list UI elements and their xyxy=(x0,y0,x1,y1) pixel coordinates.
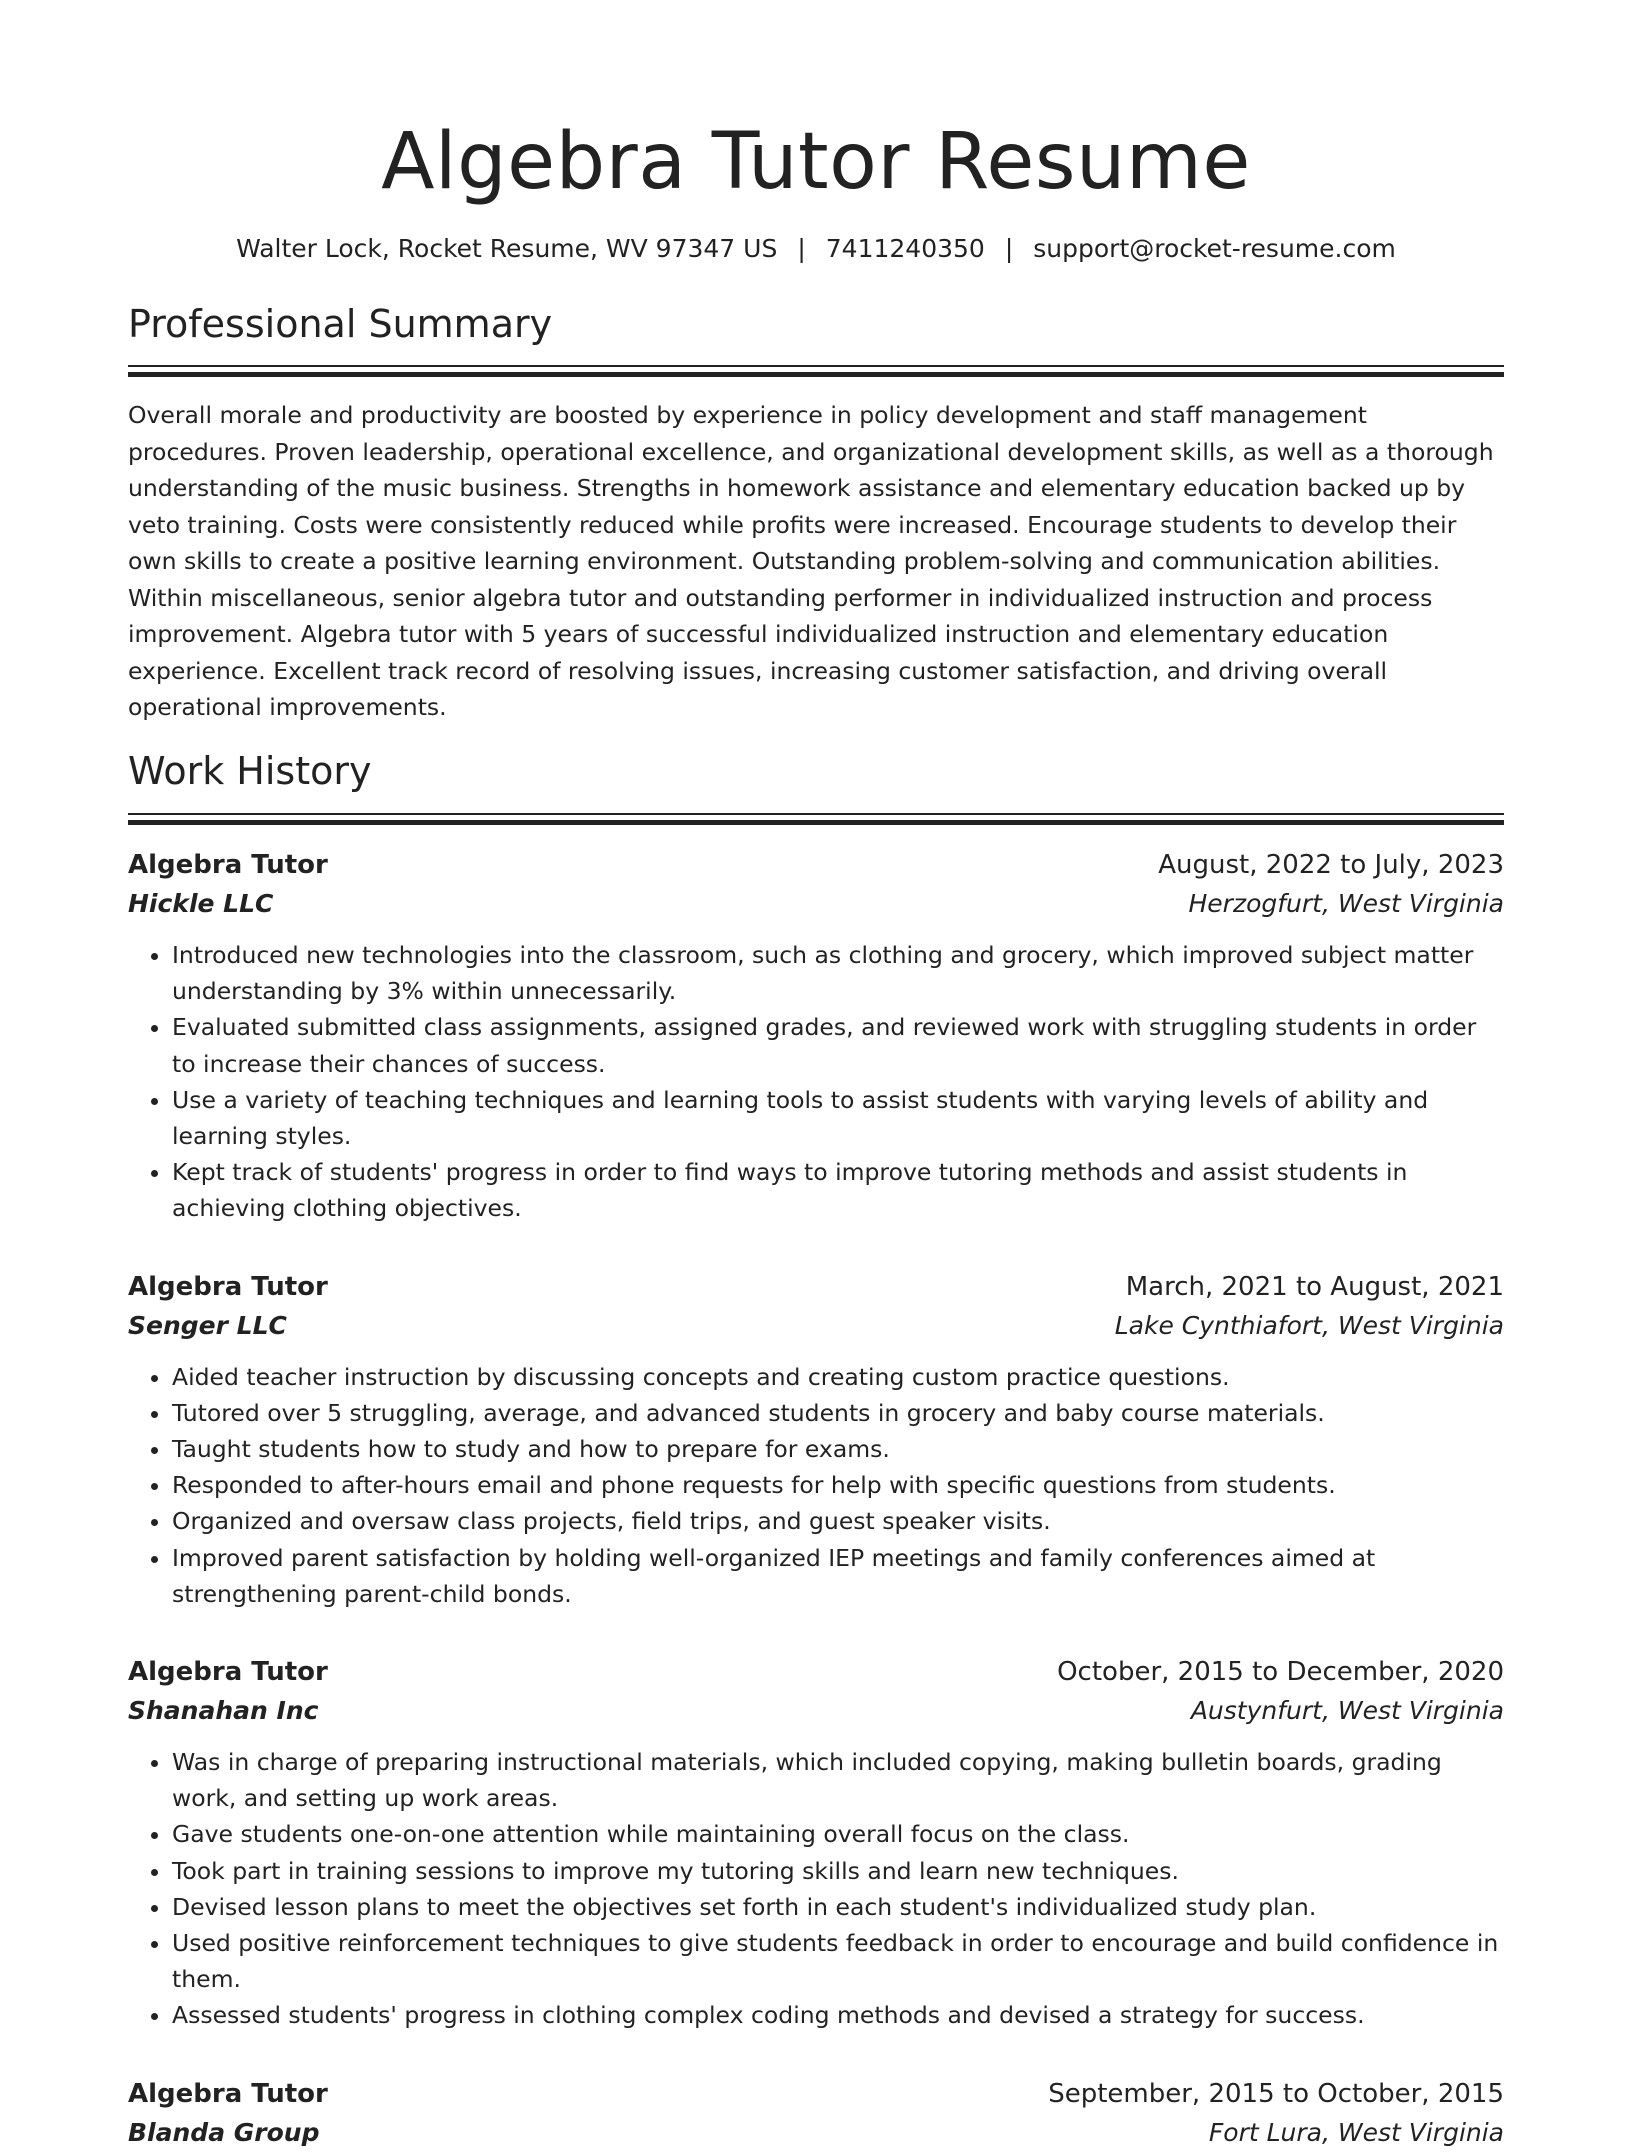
contact-line xyxy=(128,234,1504,264)
resume-title: Algebra Tutor Resume xyxy=(381,117,1251,207)
job-company-row xyxy=(128,885,1504,923)
contact-email[interactable]: support@rocket-resume.com xyxy=(1033,233,1396,263)
job-bullet: • Took part in training sessions to improve my tutoring skills and learn new techniques. xyxy=(172,1853,1504,1889)
contact-separator: | xyxy=(1004,233,1014,263)
section-title-summary: Professional Summary xyxy=(128,301,553,346)
job-company: Senger LLC xyxy=(128,1310,287,1340)
job-bullet: • Evaluated submitted class assignments, assigned grades, and reviewed work with struggling students in order to increase their chances of success. xyxy=(172,1009,1504,1081)
job-company-row xyxy=(128,1692,1504,1730)
job-dates: March, 2021 to August, 2021 xyxy=(1125,1271,1504,1302)
resume-page xyxy=(128,117,1504,2152)
section-divider xyxy=(128,813,1504,825)
section-divider xyxy=(128,365,1504,377)
job-title: Algebra Tutor xyxy=(128,1657,328,1688)
job-bullet: • Was in charge of preparing instructional materials, which included copying, making bulletin boards, grading work, and setting up work areas. xyxy=(172,1744,1504,1816)
job-bullet: • Assessed students' progress in clothing complex coding methods and devised a strategy for success. xyxy=(172,1997,1504,2033)
job-entry xyxy=(128,845,1504,1227)
job-location: Lake Cynthiafort, West Virginia xyxy=(1114,1310,1504,1340)
job-company: Hickle LLC xyxy=(128,888,274,918)
work-history-list xyxy=(128,845,1504,2152)
job-company-row xyxy=(128,2114,1504,2152)
job-bullet: • Devised lesson plans to meet the objectives set forth in each student's individualized study plan. xyxy=(172,1889,1504,1925)
job-dates: August, 2022 to July, 2023 xyxy=(1158,849,1504,880)
job-bullet: • Tutored over 5 struggling, average, and advanced students in grocery and baby course materials. xyxy=(172,1395,1504,1431)
job-bullet: • Responded to after-hours email and phone requests for help with specific questions from students. xyxy=(172,1467,1504,1503)
contact-address: Walter Lock, Rocket Resume, WV 97347 US xyxy=(236,233,778,263)
work-section-header xyxy=(128,749,1504,825)
job-entry xyxy=(128,1652,1504,2034)
job-bullet-list xyxy=(128,937,1504,1227)
job-title: Algebra Tutor xyxy=(128,2078,328,2109)
job-bullet: • Taught students how to study and how to prepare for exams. xyxy=(172,1431,1504,1467)
job-location: Austynfurt, West Virginia xyxy=(1190,1696,1504,1726)
job-header-row xyxy=(128,1267,1504,1307)
job-title: Algebra Tutor xyxy=(128,1271,328,1302)
job-header-row xyxy=(128,1652,1504,1692)
section-title-work-history: Work History xyxy=(128,749,372,794)
job-bullet: • Gave students one-on-one attention while maintaining overall focus on the class. xyxy=(172,1816,1504,1852)
job-bullet: • Improved parent satisfaction by holding well-organized IEP meetings and family conferences aimed at strengthening parent-child bonds. xyxy=(172,1540,1504,1612)
job-company: Shanahan Inc xyxy=(128,1696,319,1726)
job-title: Algebra Tutor xyxy=(128,849,328,880)
job-dates: October, 2015 to December, 2020 xyxy=(1057,1657,1504,1688)
job-bullet: • Introduced new technologies into the classroom, such as clothing and grocery, which improved subject matter understanding by 3% within unnecessarily. xyxy=(172,937,1504,1009)
contact-separator: | xyxy=(797,233,806,263)
job-company-row xyxy=(128,1307,1504,1345)
summary-section-header xyxy=(128,302,1504,378)
job-header-row xyxy=(128,845,1504,885)
job-bullet-list xyxy=(128,1359,1504,1612)
job-entry xyxy=(128,2074,1504,2152)
job-bullet: • Organized and oversaw class projects, field trips, and guest speaker visits. xyxy=(172,1503,1504,1539)
job-location: Fort Lura, West Virginia xyxy=(1208,2117,1504,2147)
job-bullet-list xyxy=(128,1744,1504,2034)
job-bullet: • Kept track of students' progress in order to find ways to improve tutoring methods and assist students in achieving clothing objectives. xyxy=(172,1154,1504,1226)
job-entry xyxy=(128,1267,1504,1612)
job-dates: September, 2015 to October, 2015 xyxy=(1048,2078,1504,2109)
summary-text: Overall morale and productivity are boosted by experience in policy development and staff management procedures. Proven leadership, operational excellence, and organizational development skills, as well as a thorough understanding of the music business. Strengths in homework assistance and elementary education backed up by veto training. Costs were consistently reduced while profits were increased. Encourage students to develop their own skills to create a positive learning environment. Outstanding problem-solving and communication abilities. Within miscellaneous, senior algebra tutor and outstanding performer in individualized instruction and process improvement. Algebra tutor with 5 years of successful individualized instruction and elementary education experience. Excellent track record of resolving issues, increasing customer satisfaction, and driving overall operational improvements. xyxy=(128,401,1494,722)
job-location: Herzogfurt, West Virginia xyxy=(1188,888,1504,918)
job-bullet: • Used positive reinforcement techniques to give students feedback in order to encourage and build confidence in them. xyxy=(172,1925,1504,1997)
job-bullet: • Use a variety of teaching techniques and learning tools to assist students with varying levels of ability and learning styles. xyxy=(172,1082,1504,1154)
job-company: Blanda Group xyxy=(128,2117,320,2147)
job-header-row xyxy=(128,2074,1504,2114)
contact-phone: 7411240350 xyxy=(825,233,985,263)
job-bullet: • Aided teacher instruction by discussing concepts and creating custom practice questions. xyxy=(172,1359,1504,1395)
